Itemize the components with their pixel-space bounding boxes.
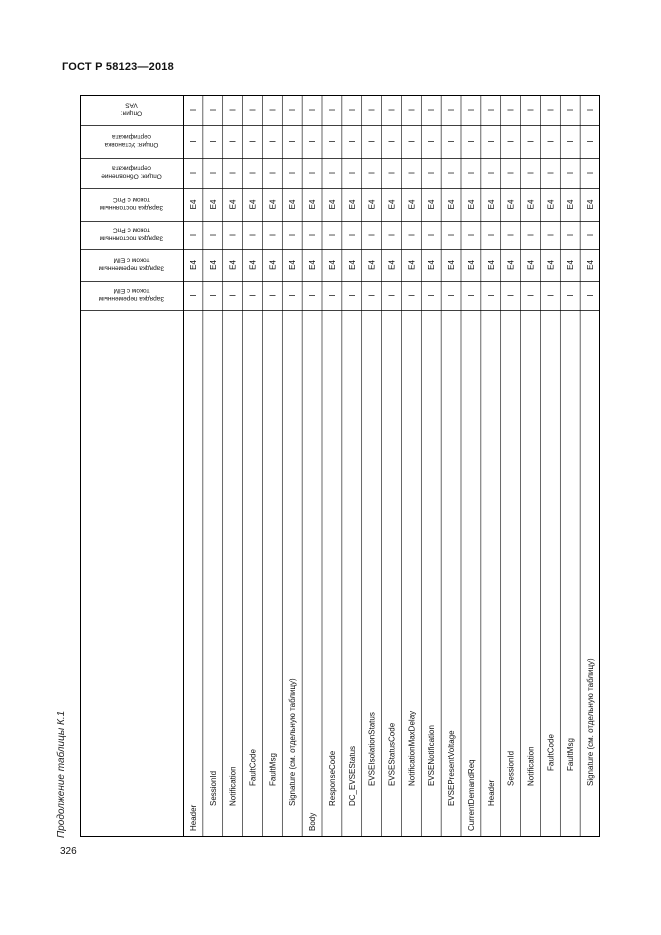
page-number: 326 [60, 846, 77, 857]
table-cell: E4 [308, 260, 318, 270]
table-cell: I [367, 140, 377, 143]
table-cell: I [347, 108, 357, 112]
table-cell: E4 [506, 260, 516, 270]
table-cell: I [586, 294, 596, 297]
table-cell: E4 [566, 260, 576, 270]
table-cell: I [526, 140, 536, 143]
table-cell: I [466, 108, 476, 112]
row-label: Signature (см. отдельную таблицу) [288, 678, 298, 806]
table-cell: I [506, 171, 516, 175]
table-cell: E4 [347, 199, 357, 210]
table-cell: I [427, 108, 437, 112]
table-cell: E4 [188, 260, 198, 270]
table-cell: I [466, 294, 476, 297]
table-cell: E4 [427, 260, 437, 270]
column-header-line: сертификата [112, 164, 151, 172]
table-cell: I [506, 233, 516, 237]
row-label: EVSEPresentVoltage [447, 730, 457, 806]
table-cell: I [447, 233, 457, 237]
table-cell: I [586, 140, 596, 143]
table-cell: I [486, 171, 496, 175]
column-header-line: сертификата [112, 133, 151, 140]
table-cell: I [387, 294, 397, 297]
table-cell: I [268, 233, 278, 237]
table-cell: I [586, 108, 596, 112]
table-cell: I [347, 140, 357, 143]
table-cell: I [486, 108, 496, 112]
column-header [98, 287, 164, 302]
table-cell: I [447, 108, 457, 112]
table-cell: I [526, 108, 536, 112]
document-title: ГОСТ Р 58123—2018 [62, 61, 174, 73]
column-header [121, 102, 142, 117]
table-cell: I [466, 233, 476, 237]
table-cell: E4 [466, 260, 476, 270]
table-cell: E4 [486, 260, 496, 270]
table-cell: I [407, 140, 417, 143]
column-header-line: Опция: Установка [104, 141, 159, 148]
continuation-caption: Продолжение таблицы К.1 [56, 710, 67, 838]
row-label: SessionId [208, 770, 218, 806]
table-cell: I [288, 140, 298, 143]
row-label: ResponseCode [327, 750, 337, 806]
table-cell: I [407, 171, 417, 175]
table-cell: I [367, 108, 377, 112]
table-cell: E4 [268, 199, 278, 210]
column-header-line: Опция: Обновление [101, 172, 162, 180]
table-cell: E4 [526, 199, 536, 210]
column-header-line: Зарядка постоянным [99, 234, 164, 242]
table-cell: I [327, 294, 337, 297]
table-cell: E4 [427, 199, 437, 210]
table-cell: I [288, 171, 298, 175]
table-cell: I [506, 140, 516, 143]
table-cell: E4 [248, 260, 258, 270]
table-cell: I [427, 233, 437, 237]
table-cell: I [228, 140, 238, 143]
table-cell: E4 [347, 260, 357, 270]
table-cell: I [367, 233, 377, 237]
requirements-table [80, 95, 600, 837]
table-cell: I [447, 140, 457, 143]
table-cell: E4 [447, 260, 457, 270]
row-label: FaultCode [248, 749, 258, 786]
table-cell: I [387, 171, 397, 175]
table-cell: I [566, 108, 576, 112]
table-cell: I [268, 140, 278, 143]
column-header-line: VAS [125, 101, 138, 109]
table-cell: I [427, 140, 437, 143]
table-cell: I [188, 233, 198, 237]
table-cell: I [526, 171, 536, 175]
column-header-line: током с EIM [113, 256, 150, 264]
table-cell: I [566, 233, 576, 237]
table-cell: I [248, 233, 258, 237]
table-cell: E4 [407, 199, 417, 210]
table-cell: I [228, 108, 238, 112]
table-cell: I [308, 294, 318, 297]
table-cell: I [367, 171, 377, 175]
row-label: CurrentDemandReq [466, 759, 476, 831]
table-cell: I [546, 108, 556, 112]
table-cell: I [188, 108, 198, 112]
table-cell: I [288, 108, 298, 112]
row-label: SessionId [506, 750, 516, 786]
table-cell: I [248, 294, 258, 297]
table-cell: E4 [268, 260, 278, 270]
table-cell: I [288, 294, 298, 297]
table-cell: I [546, 294, 556, 297]
row-label: EVSENotification [427, 725, 437, 786]
table-cell: E4 [248, 199, 258, 210]
table-cell: I [466, 140, 476, 143]
table-cell: I [327, 171, 337, 175]
table-cell: I [367, 294, 377, 297]
table-cell: I [546, 140, 556, 143]
row-label: FaultMsg [268, 753, 278, 786]
table-cell: I [248, 140, 258, 143]
table-cell: E4 [506, 199, 516, 210]
table-cell: I [387, 140, 397, 143]
column-header-line: Зарядка постоянным [99, 204, 164, 211]
table-cell: E4 [367, 199, 377, 210]
table-cell: E4 [208, 260, 218, 270]
table-cell: I [387, 233, 397, 237]
column-header-line: током с PnC [112, 226, 151, 234]
table-cell: I [327, 140, 337, 143]
table-cell: I [566, 140, 576, 143]
table-cell: I [447, 171, 457, 175]
table-cell: I [327, 108, 337, 112]
table-cell: I [208, 140, 218, 143]
table-cell: I [407, 108, 417, 112]
table-cell: E4 [288, 260, 298, 270]
table-cell: I [268, 171, 278, 175]
row-label: Header [188, 804, 198, 831]
column-header-line: током с EIM [113, 287, 150, 294]
table-cell: I [188, 140, 198, 143]
table-cell: E4 [288, 199, 298, 210]
table-cell: E4 [188, 199, 198, 210]
table-cell: I [546, 233, 556, 237]
table-cell: I [486, 140, 496, 143]
table-cell: I [208, 233, 218, 237]
column-header-line: током с PnC [112, 196, 151, 203]
table-cell: E4 [586, 260, 596, 270]
table-cell: I [347, 294, 357, 297]
row-label: Header [486, 779, 496, 806]
table-cell: I [506, 108, 516, 112]
table-cell: I [327, 233, 337, 237]
table-cell: I [586, 171, 596, 175]
table-cell: E4 [327, 199, 337, 210]
row-label: NotificationMaxDelay [407, 710, 417, 786]
table-cell: I [466, 171, 476, 175]
table-cell: E4 [308, 199, 318, 210]
table-cell: I [208, 294, 218, 297]
table-cell: I [486, 294, 496, 297]
column-header-line: Опция: [120, 109, 143, 117]
table-cell: E4 [526, 260, 536, 270]
table-cell: E4 [367, 260, 377, 270]
table-cell: I [268, 108, 278, 112]
table-cell: E4 [566, 199, 576, 210]
table-cell: E4 [466, 199, 476, 210]
table-cell: I [347, 171, 357, 175]
table-cell: I [208, 108, 218, 112]
table-cell: E4 [546, 199, 556, 210]
table-cell: I [566, 294, 576, 297]
table-cell: E4 [387, 260, 397, 270]
table-cell: E4 [208, 199, 218, 210]
table-cell: I [228, 233, 238, 237]
table-cell: E4 [546, 260, 556, 270]
table-cell: E4 [228, 199, 238, 210]
table-cell: I [347, 233, 357, 237]
row-label: DC_EVSEStatus [347, 745, 357, 806]
column-header-line: Зарядка переменным [98, 264, 165, 272]
table-cell: I [308, 171, 318, 175]
table-cell: I [308, 233, 318, 237]
column-header-line: Зарядка переменным [98, 295, 165, 302]
table-cell: I [308, 140, 318, 143]
column-header [104, 133, 158, 148]
table-cell: I [248, 108, 258, 112]
table-cell: I [427, 294, 437, 297]
table-cell: I [248, 171, 258, 175]
row-label: FaultCode [546, 734, 556, 771]
row-label: Notification [526, 746, 536, 786]
table-cell: I [566, 171, 576, 175]
row-label: FaultMsg [566, 738, 576, 771]
row-label: Signature (см. отдельную таблицу) [586, 658, 596, 786]
table-cell: I [526, 294, 536, 297]
table-cell: I [407, 294, 417, 297]
table-cell: E4 [407, 260, 417, 270]
table-cell: I [308, 108, 318, 112]
table-cell: I [387, 108, 397, 112]
column-header [99, 227, 163, 242]
table-cell: I [268, 294, 278, 297]
column-header [99, 196, 163, 211]
table-cell: I [228, 171, 238, 175]
column-header [98, 257, 164, 272]
row-label: EVSEIsolationStatus [367, 712, 377, 786]
table-cell: I [486, 233, 496, 237]
table-cell: E4 [387, 199, 397, 210]
table-cell: I [506, 294, 516, 297]
table-grid [80, 95, 600, 837]
table-cell: I [288, 233, 298, 237]
table-cell: I [447, 294, 457, 297]
table-cell: I [188, 294, 198, 297]
column-header [101, 165, 162, 181]
row-label: EVSEStatusCode [387, 722, 397, 786]
table-cell: E4 [327, 260, 337, 270]
table-cell: I [228, 294, 238, 297]
table-cell: I [208, 171, 218, 175]
table-cell: E4 [486, 199, 496, 210]
table-cell: I [586, 233, 596, 237]
table-cell: E4 [447, 199, 457, 210]
table-cell: I [546, 171, 556, 175]
table-cell: I [188, 171, 198, 175]
table-cell: I [407, 233, 417, 237]
table-cell: E4 [586, 199, 596, 210]
table-cell: I [427, 171, 437, 175]
row-label: Body [308, 812, 318, 831]
row-label: Notification [228, 766, 238, 806]
table-cell: E4 [228, 260, 238, 270]
table-cell: I [526, 233, 536, 237]
